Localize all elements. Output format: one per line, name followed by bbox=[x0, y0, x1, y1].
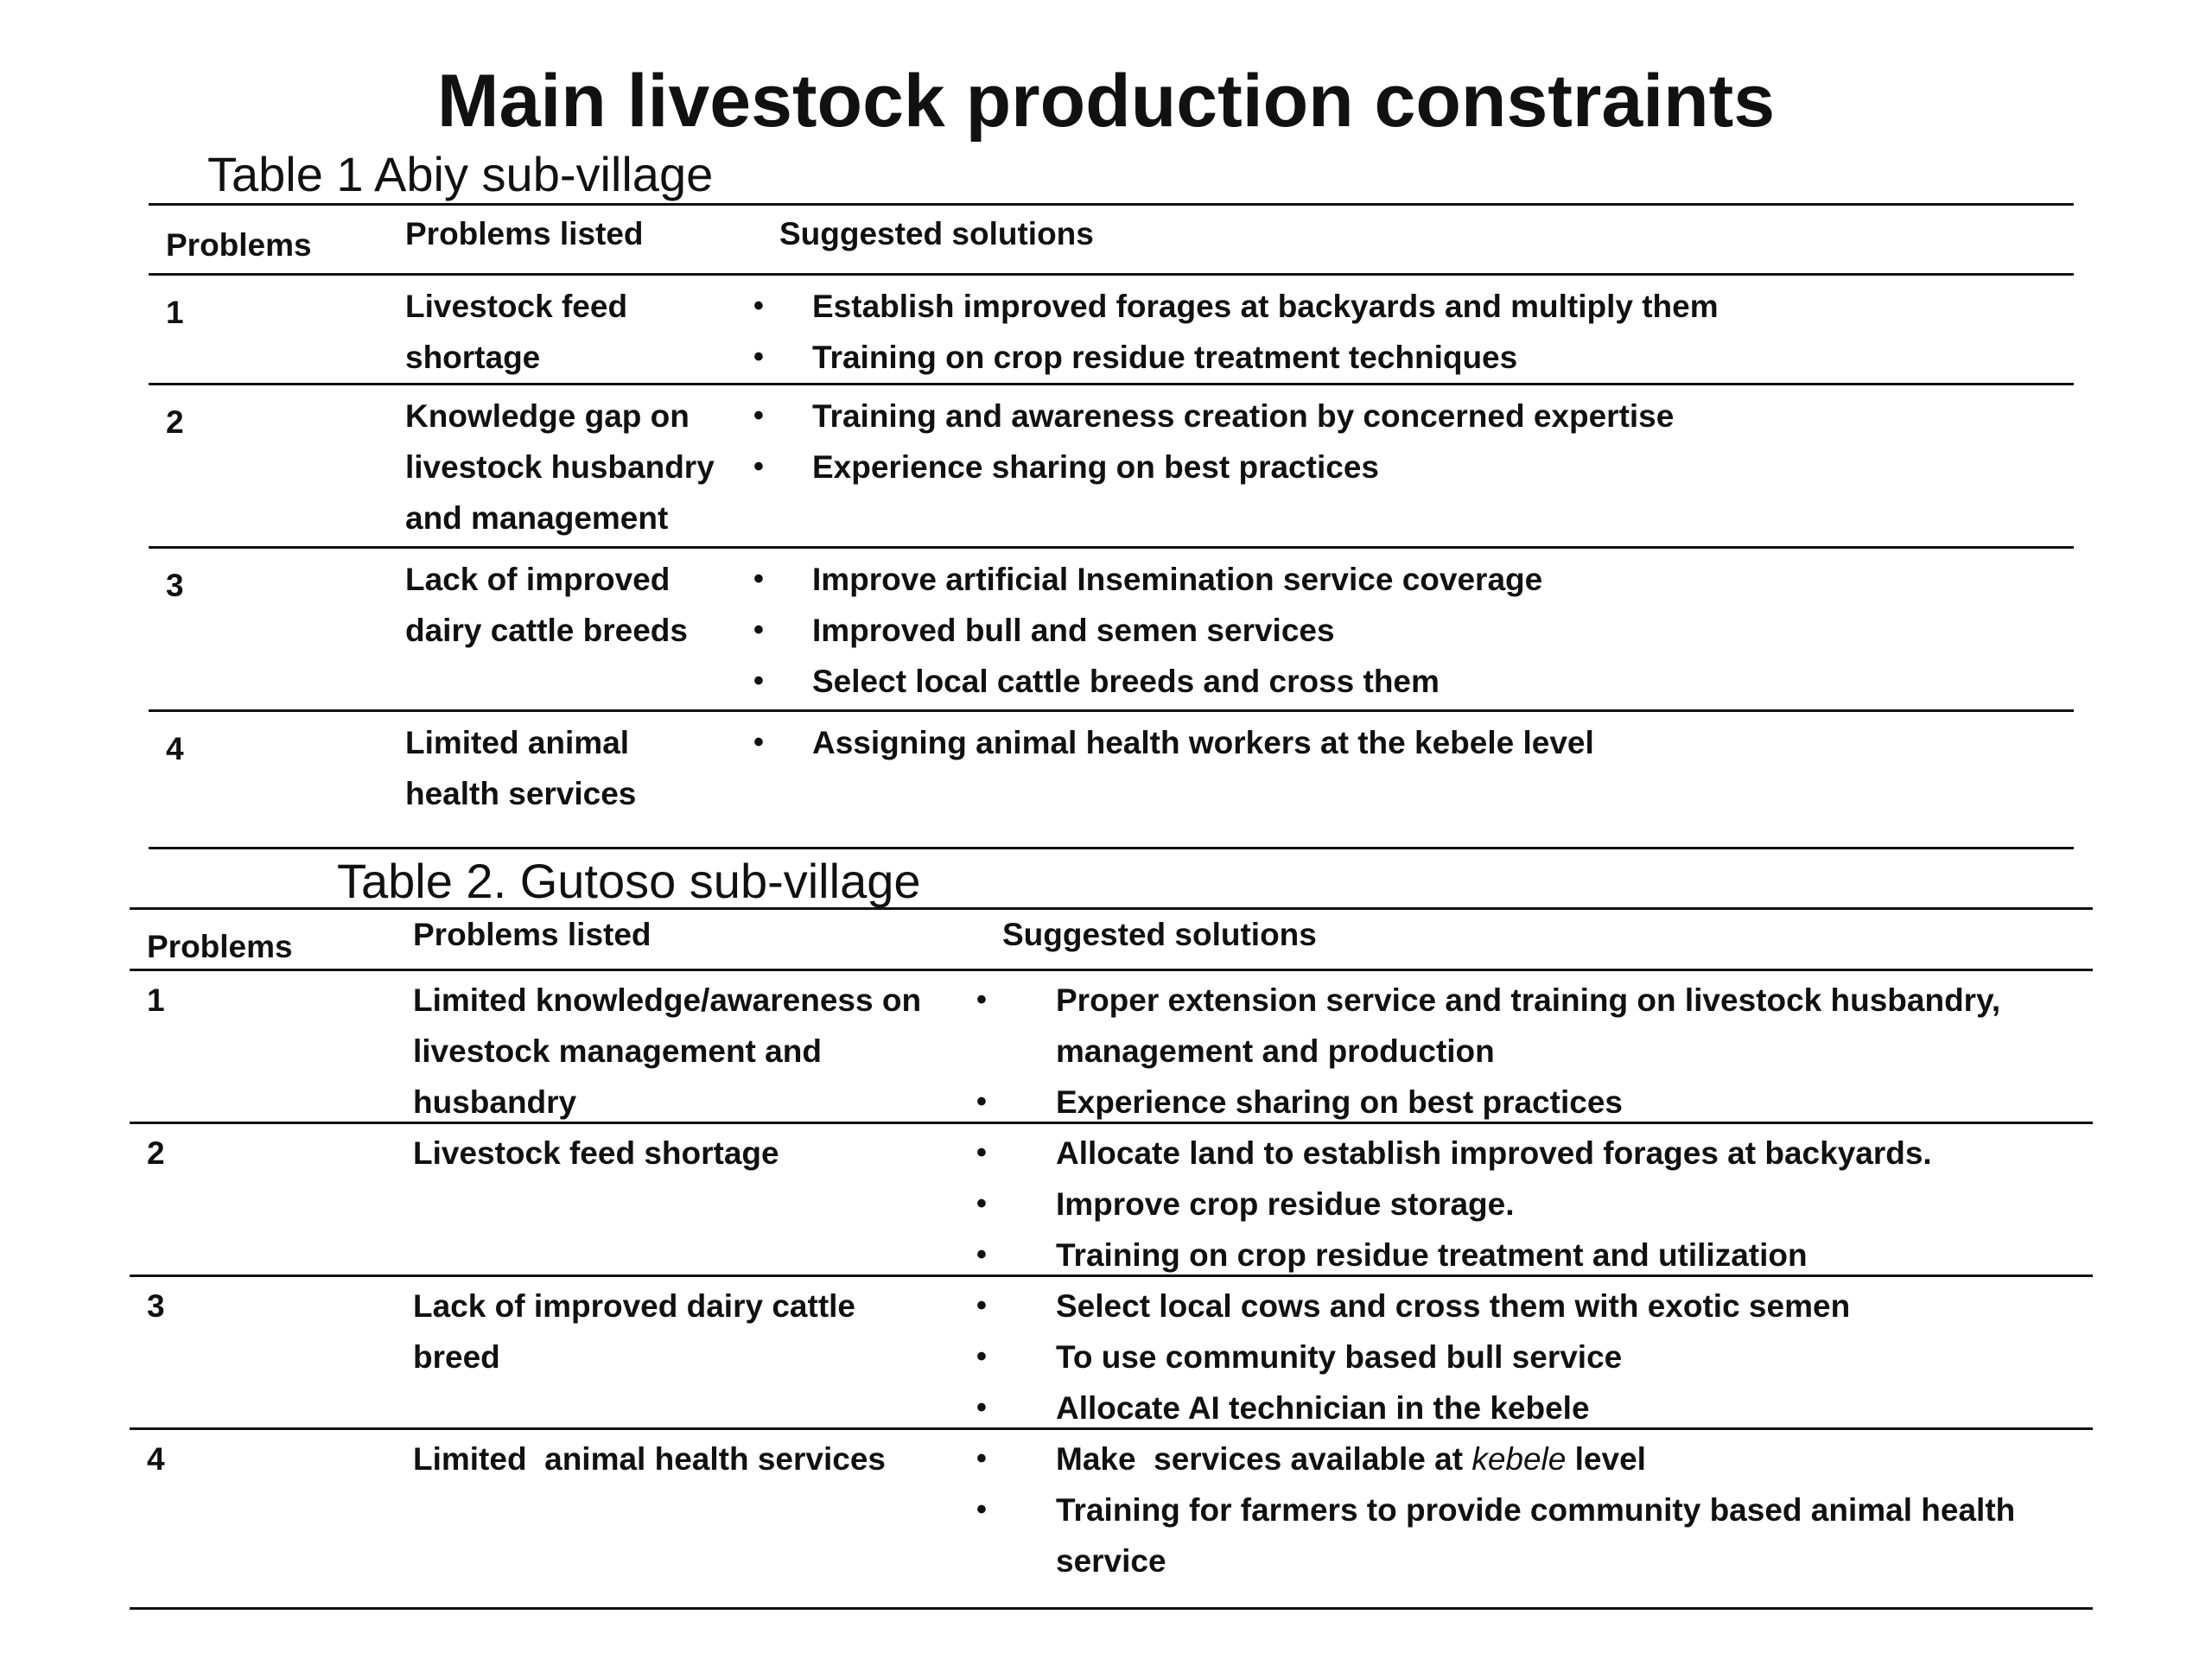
problem-line: dairy cattle breeds bbox=[405, 613, 688, 648]
solution-line-text: Make services available at bbox=[1056, 1441, 1472, 1477]
solution-text bbox=[1056, 975, 2000, 1077]
solution-line-text: Training on crop residue treatment and utilization bbox=[1056, 1237, 1808, 1273]
table1-caption: Table 1 Abiy sub-village bbox=[207, 147, 714, 201]
solution-text: Establish improved forages at backyards and multiply them bbox=[812, 289, 1719, 324]
table1-header-problems: Problems bbox=[166, 227, 312, 263]
problem-line: Limited knowledge/awareness on bbox=[413, 982, 922, 1018]
solution-line bbox=[1056, 1128, 1932, 1179]
solution-line-text: Experience sharing on best practices bbox=[1056, 1084, 1623, 1120]
bullet-icon: • bbox=[976, 1391, 987, 1424]
problem-number: 3 bbox=[166, 568, 184, 603]
table2-header-suggested-solutions: Suggested solutions bbox=[1002, 917, 1317, 952]
solution-text bbox=[1056, 1077, 2000, 1128]
solution-item bbox=[976, 1382, 1850, 1433]
table-row bbox=[130, 969, 2093, 1122]
problem-line: Limited animal health services bbox=[413, 1441, 886, 1477]
solution-text bbox=[1056, 1484, 2015, 1586]
solution-item bbox=[976, 1281, 1850, 1332]
problem-line: Livestock feed bbox=[405, 289, 628, 324]
solution-line bbox=[1056, 1179, 1932, 1230]
table2-header-problems-listed: Problems listed bbox=[413, 917, 652, 952]
solution-text: Assigning animal health workers at the kebele level bbox=[812, 725, 1594, 760]
problem-line: health services bbox=[405, 776, 637, 811]
solution-text bbox=[1056, 1433, 2015, 1484]
suggested-solutions bbox=[976, 1281, 1850, 1433]
problem-line: Livestock feed shortage bbox=[413, 1135, 779, 1171]
problem-line: Lack of improved bbox=[405, 562, 671, 597]
solution-text: Improved bull and semen services bbox=[812, 613, 1335, 648]
table2-caption: Table 2. Gutoso sub-village bbox=[337, 854, 921, 908]
solution-line-text: Allocate AI technician in the kebele bbox=[1056, 1390, 1590, 1426]
solution-line-text: To use community based bull service bbox=[1056, 1339, 1623, 1375]
table1 bbox=[149, 203, 2074, 849]
bullet-icon: • bbox=[976, 1238, 987, 1271]
problem-number: 2 bbox=[147, 1135, 165, 1171]
solution-text: Training on crop residue treatment techniques bbox=[812, 340, 1518, 375]
problem-listed bbox=[405, 717, 636, 819]
bullet-icon: • bbox=[976, 1442, 987, 1475]
problem-line: and management bbox=[405, 500, 669, 536]
solution-line-suffix: level bbox=[1566, 1441, 1646, 1477]
table2 bbox=[130, 907, 2093, 1610]
problem-line: Limited animal bbox=[405, 725, 630, 760]
problem-line: shortage bbox=[405, 340, 541, 375]
table-row bbox=[149, 383, 2074, 546]
solution-text bbox=[1056, 1128, 1932, 1179]
solution-text bbox=[1056, 1281, 1850, 1332]
table-row bbox=[149, 273, 2074, 383]
solution-line bbox=[1056, 1484, 2015, 1535]
bullet-icon: • bbox=[753, 726, 764, 759]
bullet-icon: • bbox=[753, 563, 764, 595]
bullet-icon: • bbox=[753, 399, 764, 432]
table-row bbox=[130, 1274, 2093, 1427]
solution-line-text: Select local cows and cross them with exotic semen bbox=[1056, 1288, 1851, 1324]
bullet-icon: • bbox=[976, 1493, 987, 1526]
solution-line bbox=[1056, 1026, 2000, 1077]
problem-number: 1 bbox=[166, 295, 184, 330]
problem-listed bbox=[413, 1281, 855, 1382]
solution-item bbox=[976, 1230, 1932, 1281]
problem-listed bbox=[413, 975, 921, 1128]
problem-line: Lack of improved dairy cattle bbox=[413, 1288, 856, 1324]
solution-item bbox=[976, 1128, 1932, 1179]
solution-text: Experience sharing on best practices bbox=[812, 449, 1379, 485]
problem-listed bbox=[405, 281, 627, 383]
problem-line: Knowledge gap on bbox=[405, 398, 690, 434]
solution-line bbox=[1056, 1230, 1932, 1281]
problem-listed bbox=[413, 1433, 886, 1484]
table1-header-suggested-solutions: Suggested solutions bbox=[779, 216, 1094, 251]
solution-line-text: Proper extension service and training on livestock husbandry, bbox=[1056, 982, 2001, 1018]
solution-text: Select local cattle breeds and cross them bbox=[812, 664, 1440, 699]
table-row bbox=[149, 546, 2074, 709]
bullet-icon: • bbox=[753, 289, 764, 322]
bullet-icon: • bbox=[976, 983, 987, 1016]
solution-line bbox=[1056, 1077, 2000, 1128]
problem-listed bbox=[405, 391, 715, 543]
solution-text bbox=[1056, 1332, 1850, 1382]
solution-line bbox=[1056, 1433, 2015, 1484]
problem-number: 4 bbox=[166, 731, 184, 766]
solution-line bbox=[1056, 1281, 1850, 1332]
solution-line-text: Allocate land to establish improved forages at backyards. bbox=[1056, 1135, 1932, 1171]
solution-item bbox=[976, 1179, 1932, 1230]
table-row bbox=[130, 1122, 2093, 1274]
problem-number: 2 bbox=[166, 404, 184, 440]
table-row bbox=[130, 1427, 2093, 1607]
problem-number: 3 bbox=[147, 1288, 165, 1324]
solution-line bbox=[1056, 975, 2000, 1026]
bullet-icon: • bbox=[976, 1289, 987, 1322]
slide-title: Main livestock production constraints bbox=[436, 60, 1776, 143]
bullet-icon: • bbox=[753, 613, 764, 646]
bullet-icon: • bbox=[753, 340, 764, 373]
solution-text: Training and awareness creation by concerned expertise bbox=[812, 398, 1675, 434]
solution-line-text: service bbox=[1056, 1543, 1166, 1579]
bullet-icon: • bbox=[976, 1085, 987, 1118]
table2-header-problems: Problems bbox=[147, 929, 293, 964]
table-row bbox=[149, 709, 2074, 847]
solution-item bbox=[976, 1077, 2000, 1128]
table1-header-row bbox=[149, 206, 2074, 273]
table1-header-problems-listed: Problems listed bbox=[405, 216, 644, 251]
solution-text bbox=[1056, 1179, 1932, 1230]
italic-term: kebele bbox=[1471, 1441, 1567, 1477]
solution-line bbox=[1056, 1382, 1850, 1433]
suggested-solutions bbox=[976, 975, 2000, 1128]
solution-text: Improve artificial Insemination service coverage bbox=[812, 562, 1543, 597]
problem-listed bbox=[405, 554, 688, 656]
bullet-icon: • bbox=[976, 1187, 987, 1220]
suggested-solutions bbox=[976, 1128, 1932, 1281]
solution-line bbox=[1056, 1535, 2015, 1586]
bullet-icon: • bbox=[753, 450, 764, 483]
problem-number: 1 bbox=[147, 982, 165, 1018]
solution-item bbox=[976, 1332, 1850, 1382]
problem-listed bbox=[413, 1128, 779, 1179]
problem-number: 4 bbox=[147, 1441, 165, 1477]
bullet-icon: • bbox=[976, 1340, 987, 1373]
solution-text bbox=[1056, 1382, 1850, 1433]
solution-line-text: management and production bbox=[1056, 1033, 1495, 1069]
bullet-icon: • bbox=[976, 1136, 987, 1169]
solution-line-text: Improve crop residue storage. bbox=[1056, 1186, 1515, 1222]
solution-line-text: Training for farmers to provide community based animal health bbox=[1056, 1492, 2016, 1528]
solution-item bbox=[976, 975, 2000, 1077]
problem-line: livestock management and bbox=[413, 1033, 822, 1069]
problem-line: husbandry bbox=[413, 1084, 577, 1120]
solution-line bbox=[1056, 1332, 1850, 1382]
problem-line: livestock husbandry bbox=[405, 449, 715, 485]
table2-header-row bbox=[130, 910, 2093, 969]
suggested-solutions bbox=[976, 1433, 2015, 1586]
solution-item bbox=[976, 1433, 2015, 1484]
solution-item bbox=[976, 1484, 2015, 1586]
problem-line: breed bbox=[413, 1339, 500, 1375]
bullet-icon: • bbox=[753, 664, 764, 697]
solution-text bbox=[1056, 1230, 1932, 1281]
